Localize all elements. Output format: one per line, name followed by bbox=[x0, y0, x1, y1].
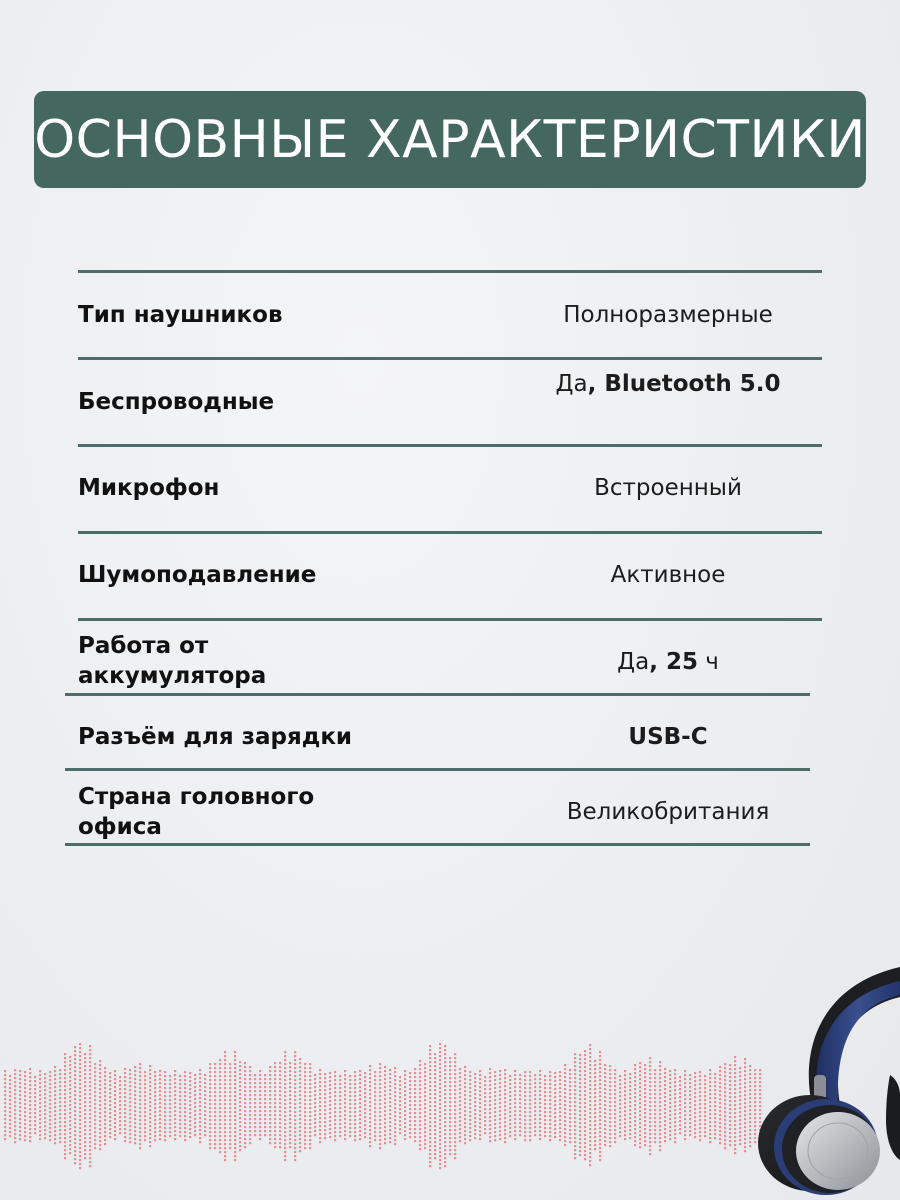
spec-value-battery-prefix: Да bbox=[617, 649, 650, 675]
divider bbox=[78, 357, 822, 360]
spec-label-headphone-type: Тип наушников bbox=[78, 302, 283, 328]
divider bbox=[78, 444, 822, 447]
spec-value-wireless bbox=[478, 369, 858, 399]
spec-value-headphone-type: Полноразмерные bbox=[563, 302, 773, 328]
spec-value-battery-suffix: ч bbox=[697, 649, 719, 675]
spec-label-microphone: Микрофон bbox=[78, 475, 220, 501]
spec-value-wireless-prefix: Да bbox=[555, 371, 588, 397]
spec-value-charging-port bbox=[478, 722, 858, 752]
spec-label-battery: Работа от аккумулятора bbox=[78, 633, 267, 689]
spec-value-battery-bold: , 25 bbox=[649, 649, 698, 675]
spec-label-headquarters-country: Страна головного офиса bbox=[78, 784, 315, 840]
divider bbox=[65, 843, 810, 846]
spec-value-wireless-bold: , Bluetooth 5.0 bbox=[587, 371, 781, 397]
spec-label-charging-port: Разъём для зарядки bbox=[78, 724, 353, 750]
divider bbox=[78, 618, 822, 621]
headphones-image bbox=[740, 955, 900, 1200]
spec-value-battery bbox=[478, 647, 858, 677]
divider bbox=[78, 531, 822, 534]
spec-value-noise-cancelling: Активное bbox=[610, 562, 726, 588]
spec-value-headquarters-country: Великобритания bbox=[566, 799, 770, 825]
spec-label-wireless: Беспроводные bbox=[78, 389, 275, 415]
divider bbox=[65, 768, 810, 771]
divider bbox=[78, 270, 822, 273]
page-title: ОСНОВНЫЕ ХАРАКТЕРИСТИКИ bbox=[34, 109, 866, 170]
title-banner bbox=[34, 91, 866, 188]
spec-value-microphone: Встроенный bbox=[594, 475, 742, 501]
divider bbox=[65, 693, 810, 696]
spec-label-noise-cancelling: Шумоподавление bbox=[78, 562, 317, 588]
spec-value-charging-port-bold: USB-C bbox=[628, 724, 708, 750]
